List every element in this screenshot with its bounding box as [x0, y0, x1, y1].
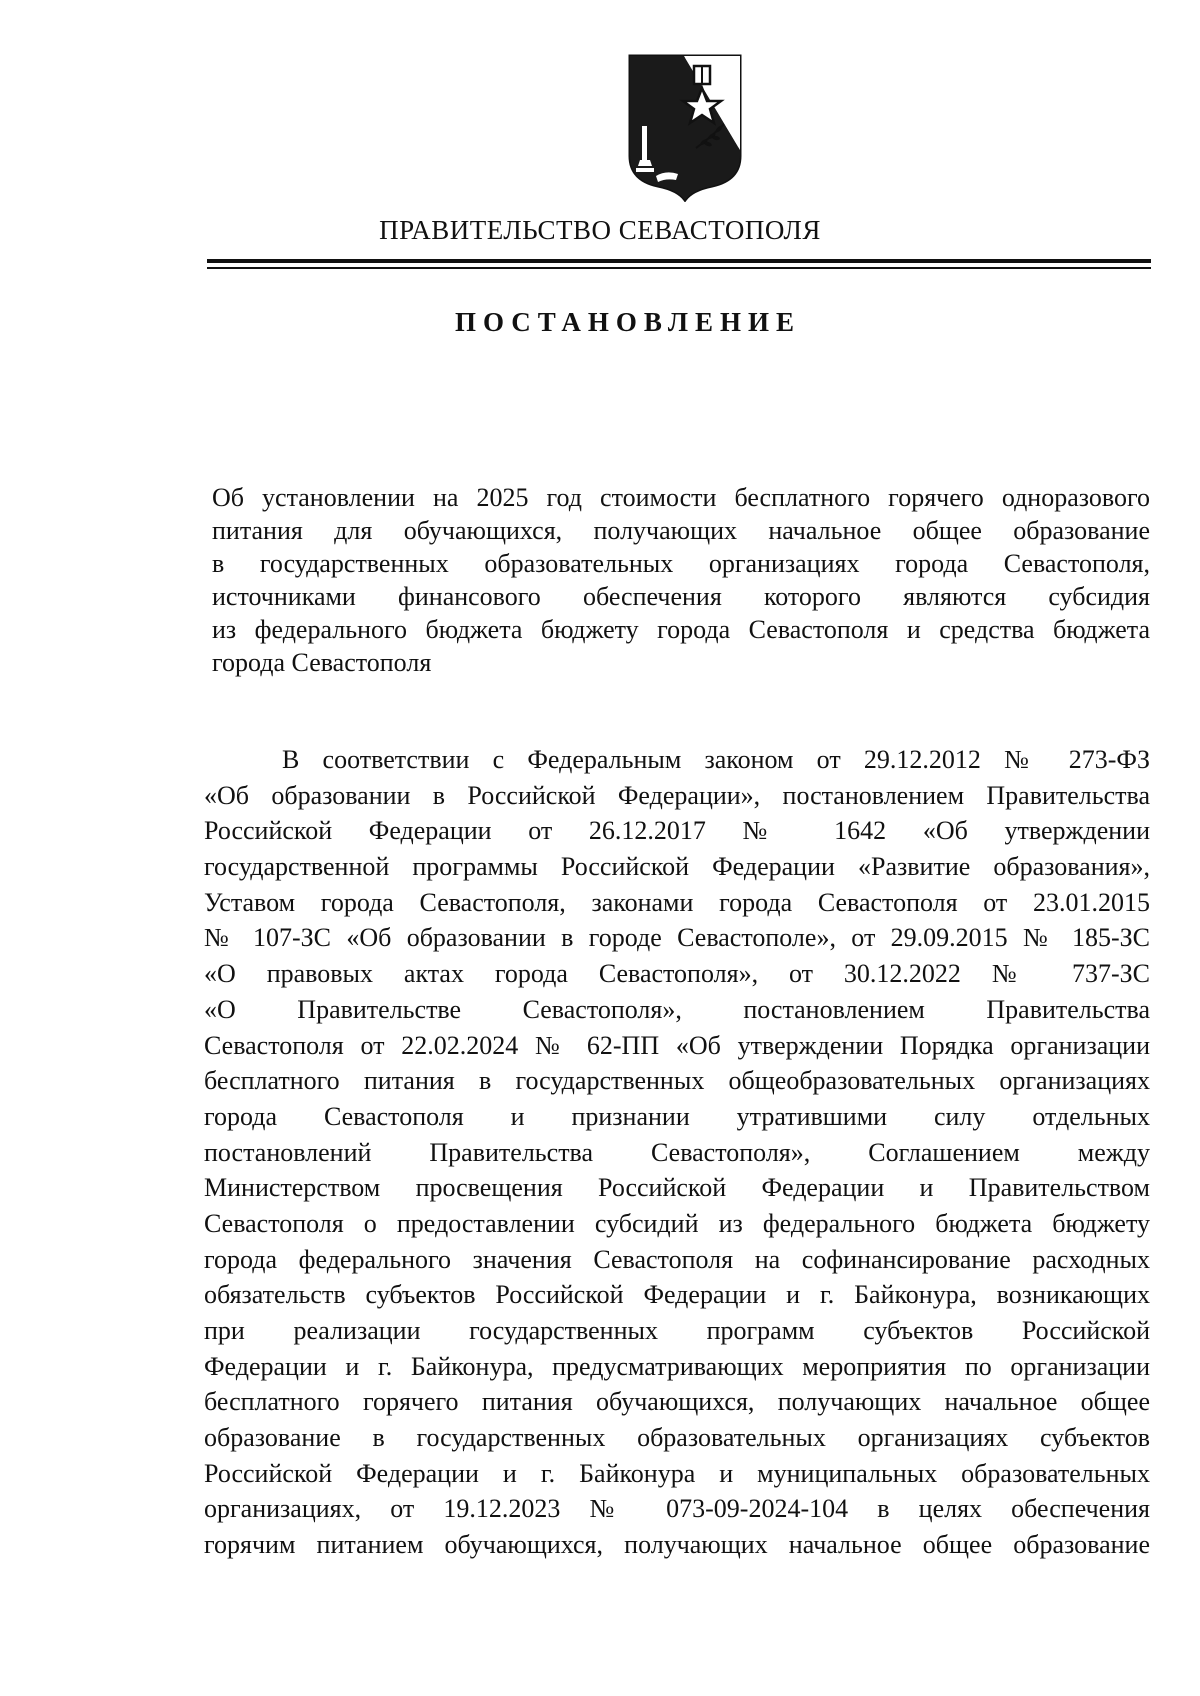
body-line: «Об образовании в Российской Федерации», постановлением Правительства [204, 780, 1150, 810]
body-line: постановлений Правительства Севастополя», Соглашением между [204, 1137, 1150, 1167]
header-rule-thick [207, 259, 1151, 263]
title-line: Об установлении на 2025 год стоимости бесплатного горячего одноразового [212, 483, 1150, 512]
body-line: Севастополя от 22.02.2024 № 62-ПП «Об утверждении Порядка организации [204, 1030, 1150, 1060]
body-line: бесплатного горячего питания обучающихся, получающих начальное общее [204, 1387, 1150, 1417]
document-type-heading: ПОСТАНОВЛЕНИЕ [454, 307, 802, 337]
body-line: государственной программы Российской Федерации «Развитие образования», [204, 852, 1150, 882]
body-line: «О Правительстве Севастополя», постановлением Правительства [204, 994, 1150, 1024]
body-line: Российской Федерации от 26.12.2017 № 1642 «Об утверждении [204, 816, 1150, 846]
title-line: в государственных образовательных организациях города Севастополя, [212, 549, 1150, 578]
title-line: из федерального бюджета бюджету города Севастополя и средства бюджета [212, 615, 1150, 644]
body-line: «О правовых актах города Севастополя», от 30.12.2022 № 737-ЗС [204, 959, 1150, 989]
body-line: Уставом города Севастополя, законами города Севастополя от 23.01.2015 [204, 887, 1150, 917]
body-line: Севастополя о предоставлении субсидий из федерального бюджета бюджету [204, 1208, 1150, 1238]
issuer-name: ПРАВИТЕЛЬСТВО СЕВАСТОПОЛЯ [379, 215, 821, 245]
body-line: при реализации государственных программ субъектов Российской [204, 1316, 1150, 1345]
body-line: города Севастополя и признании утратившими силу отдельных [204, 1101, 1150, 1131]
body-line: города федерального значения Севастополя на софинансирование расходных [204, 1244, 1150, 1274]
body-line: Российской Федерации и г. Байконура и муниципальных образовательных [204, 1458, 1150, 1488]
resolution-title [212, 481, 1150, 679]
header-rule-thin [207, 267, 1151, 269]
body-line: Федерации и г. Байконура, предусматривающих мероприятия по организации [204, 1351, 1150, 1381]
body-line: образование в государственных образовательных организациях субъектов [204, 1423, 1150, 1453]
body-line: Министерством просвещения Российской Федерации и Правительством [204, 1173, 1150, 1203]
coat-of-arms-emblem [626, 52, 744, 202]
body-line: организациях, от 19.12.2023 № 073-09-2024-104 в целях обеспечения [204, 1494, 1150, 1524]
preamble-paragraph [204, 742, 1150, 1563]
body-line: обязательств субъектов Российской Федерации и г. Байконура, возникающих [204, 1280, 1150, 1310]
title-line: питания для обучающихся, получающих начальное общее образование [212, 516, 1150, 545]
body-line: № 107-ЗС «Об образовании в городе Севастополе», от 29.09.2015 № 185-ЗС [204, 923, 1150, 953]
title-line: источниками финансового обеспечения которого являются субсидия [212, 582, 1150, 611]
title-line: города Севастополя [212, 648, 432, 677]
body-line: В соответствии с Федеральным законом от 29.12.2012 № 273-ФЗ [282, 745, 1150, 774]
body-line: бесплатного питания в государственных общеобразовательных организациях [204, 1066, 1150, 1096]
body-line: горячим питанием обучающихся, получающих начальное общее образование [204, 1530, 1150, 1560]
